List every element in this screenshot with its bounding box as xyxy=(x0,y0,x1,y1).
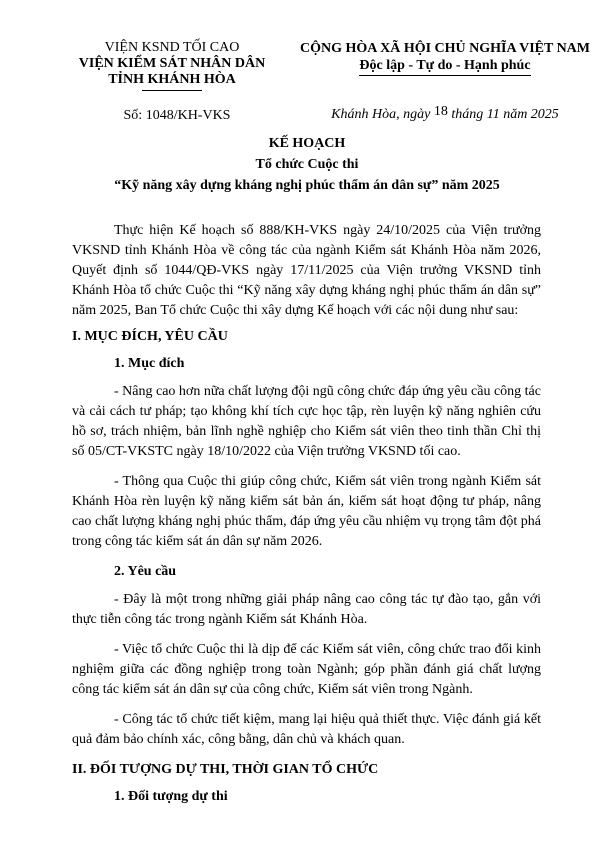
title-kind: KẾ HOẠCH xyxy=(268,136,346,151)
national-header xyxy=(297,40,593,76)
intro-paragraph: Thực hiện Kế hoạch số 888/KH-VKS ngày 24/10/2025 của Viện trưởng VKSND tỉnh Khánh Hòa về công tác của ngành Kiểm sát Khánh Hòa năm 2026, Quyết định số 1044/QĐ-VKS ngày 17/11/2025 của Viện trưởng VKSND tỉnh Khánh Hòa tổ chức Cuộc thi “Kỹ năng xây dựng kháng nghị phúc thẩm án dân sự” năm 2025, Ban Tổ chức Cuộc thi xây dựng Kế hoạch với các nội dung như sau: xyxy=(72,223,541,318)
date-suffix: tháng 11 năm 2025 xyxy=(451,107,559,122)
agency-header xyxy=(72,40,272,91)
date-line xyxy=(297,104,593,123)
section-heading-1: I. MỤC ĐÍCH, YÊU CẦU xyxy=(72,329,228,344)
document-number: Số: 1048/KH-VKS xyxy=(123,108,231,123)
section-heading-2: II. ĐỐI TƯỢNG DỰ THI, THỜI GIAN TỔ CHỨC xyxy=(72,762,379,777)
document-title xyxy=(72,133,542,196)
requirement-paragraph: - Đây là một trong những giải pháp nâng cao công tác tự đào tạo, gắn với thực tiễn công tác trong ngành Kiểm sát Khánh Hòa. xyxy=(72,592,541,627)
national-motto: Độc lập - Tự do - Hạnh phúc xyxy=(359,57,530,76)
requirement-paragraph: - Công tác tổ chức tiết kiệm, mang lại hiệu quả thiết thực. Việc đánh giá kết quả đảm bảo chính xác, công bằng, dân chủ và khách quan. xyxy=(72,712,541,747)
requirement-paragraph: - Việc tổ chức Cuộc thi là dịp để các Kiểm sát viên, công chức trao đổi kinh nghiệm giữa các đồng nghiệp trong toàn Ngành; góp phần đánh giá chất lượng công tác kiểm sát án dân sự của công chức, Kiểm sát viên trong Ngành. xyxy=(72,642,541,697)
date-day: 18 xyxy=(433,104,448,119)
purpose-paragraph: - Thông qua Cuộc thi giúp công chức, Kiểm sát viên trong ngành Kiểm sát Khánh Hòa rèn luyện kỹ năng kiểm sát bản án, kiểm sát hoạt động tư pháp, nâng cao chất lượng kháng nghị phúc thẩm, đáp ứng yêu cầu nhiệm vụ trọng tâm đột phá trong công tác kiểm sát án dân sự năm 2026. xyxy=(72,474,541,549)
agency-underline xyxy=(142,90,202,91)
title-line2: Tổ chức Cuộc thi xyxy=(255,157,359,172)
subsection-heading-requirements: 2. Yêu cầu xyxy=(114,564,177,579)
title-line3: “Kỹ năng xây dựng kháng nghị phúc thẩm án dân sự” năm 2025 xyxy=(114,178,500,193)
purpose-paragraph: - Nâng cao hơn nữa chất lượng đội ngũ công chức đáp ứng yêu cầu công tác và cải cách tư pháp; tạo không khí tích cực học tập, rèn luyện kỹ năng nghiên cứu hồ sơ, trách nhiệm, bản lĩnh nghề nghiệp cho Kiểm sát viên theo tinh thần Chỉ thị số 05/CT-VKSTC ngày 18/10/2022 của Viện trưởng VKSND tối cao. xyxy=(72,384,541,459)
subsection-heading-participants: 1. Đối tượng dự thi xyxy=(114,789,228,804)
agency-province: TỈNH KHÁNH HÒA xyxy=(108,72,236,87)
agency-name: VIỆN KIỂM SÁT NHÂN DÂN xyxy=(78,56,266,71)
parent-agency: VIỆN KSND TỐI CAO xyxy=(104,40,240,55)
nation-title: CỘNG HÒA XÃ HỘI CHỦ NGHĨA VIỆT NAM xyxy=(299,41,590,56)
date-prefix: Khánh Hòa, ngày xyxy=(331,107,431,122)
document-body xyxy=(72,221,541,815)
subsection-heading-purpose: 1. Mục đích xyxy=(114,356,185,371)
